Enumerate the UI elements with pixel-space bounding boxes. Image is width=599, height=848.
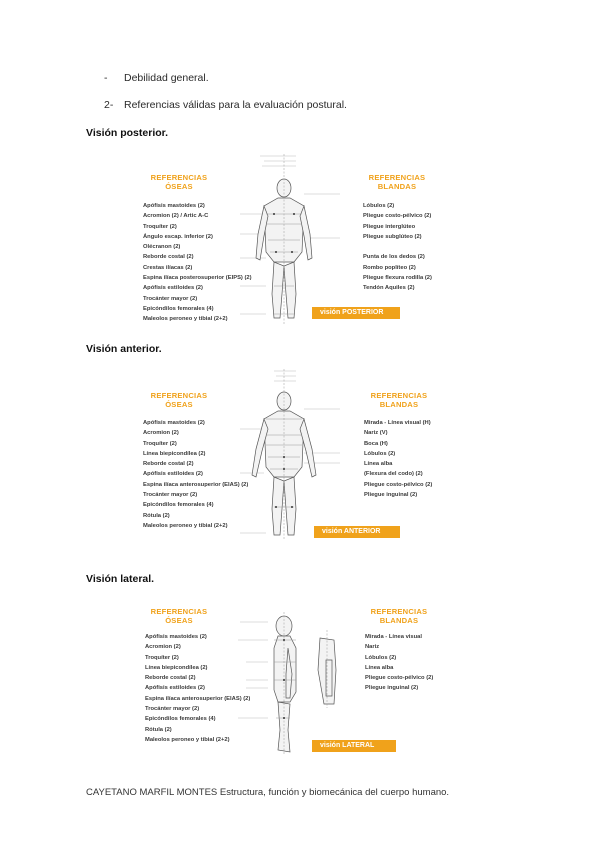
list-marker-1: - [104, 72, 108, 84]
list-marker-2: 2- [104, 99, 114, 111]
human-figure-anterior-illustration [240, 369, 350, 541]
figure-posterior-panel [140, 150, 440, 330]
figure-anterior-panel [140, 365, 440, 545]
list-item-2: Referencias válidas para la evaluación postural. [124, 99, 347, 111]
left-reference-title: REFERENCIAS ÓSEAS [150, 391, 208, 409]
human-figure-posterior-illustration [240, 154, 350, 326]
figure-lateral-panel [140, 598, 440, 758]
right-reference-title: REFERENCIAS BLANDAS [370, 607, 428, 625]
view-label-badge: visión POSTERIOR [312, 307, 400, 319]
heading-vision-lateral: Visión lateral. [86, 573, 155, 585]
right-reference-title: REFERENCIAS BLANDAS [370, 391, 428, 409]
list-item-1: Debilidad general. [124, 72, 209, 84]
heading-vision-posterior: Visión posterior. [86, 127, 169, 139]
view-label-badge: visión LATERAL [312, 740, 396, 752]
view-label-badge: visión ANTERIOR [314, 526, 400, 538]
page-footer: CAYETANO MARFIL MONTES Estructura, función y biomecánica del cuerpo humano. [86, 787, 450, 798]
left-reference-list: Apófisis mastoides (2) Acromion (2) Troquíter (2) Línea biepicondílea (2) Reborde costal (2) Apófisis estiloides (2) Espina ilíaca anterosuperior (EIAS) (2) Trocánter mayor (2) Epicóndilos femorales (4) Rótula (2) Maleolos peroneo y tibial (2+2) [145, 634, 251, 743]
right-reference-list: Mirada - Línea visual Nariz Lóbulos (2) Línea alba Pliegue costo-pélvico (2) Pliegue inguinal (2) [365, 634, 434, 692]
human-figure-lateral-illustration [238, 600, 362, 756]
right-reference-list: Lóbulos (2) Pliegue costo-pélvico (2) Pliegue interglúteo Pliegue subglúteo (2) Punta de los dedos (2) Rombo poplíteo (2) Pliegue flexura rodilla (2) Tendón Aquiles (2) [363, 203, 432, 292]
left-reference-list: Apófisis mastoides (2) Acromion (2) / Artic A-C Troquíter (2) Ángulo escap. inferior (2) Olécranon (2) Reborde costal (2) Crestas ilíacas (2) Espina ilíaca posterosuperior (EIPS) (2) Apófisis estiloides (2) Trocánter mayor (2) Epicóndilos femorales (4) Maleolos peroneo y tibial (2+2) [143, 203, 252, 323]
right-reference-title: REFERENCIAS BLANDAS [368, 173, 426, 191]
right-reference-list: Mirada - Línea visual (H) Nariz (V) Boca (H) Lóbulos (2) Línea alba (Flexura del codo) (2) Pliegue costo-pélvico (2) Pliegue inguinal (2) [364, 420, 433, 499]
left-reference-title: REFERENCIAS ÓSEAS [150, 607, 208, 625]
heading-vision-anterior: Visión anterior. [86, 343, 162, 355]
left-reference-title: REFERENCIAS ÓSEAS [150, 173, 208, 191]
left-reference-list: Apófisis mastoides (2) Acromion (2) Troquíter (2) Línea biepicondílea (2) Reborde costal (2) Apófisis estiloides (2) Espina ilíaca anterosuperior (EIAS) (2) Trocánter mayor (2) Epicóndilos femorales (4) Rótula (2) Maleolos peroneo y tibial (2+2) [143, 420, 249, 529]
